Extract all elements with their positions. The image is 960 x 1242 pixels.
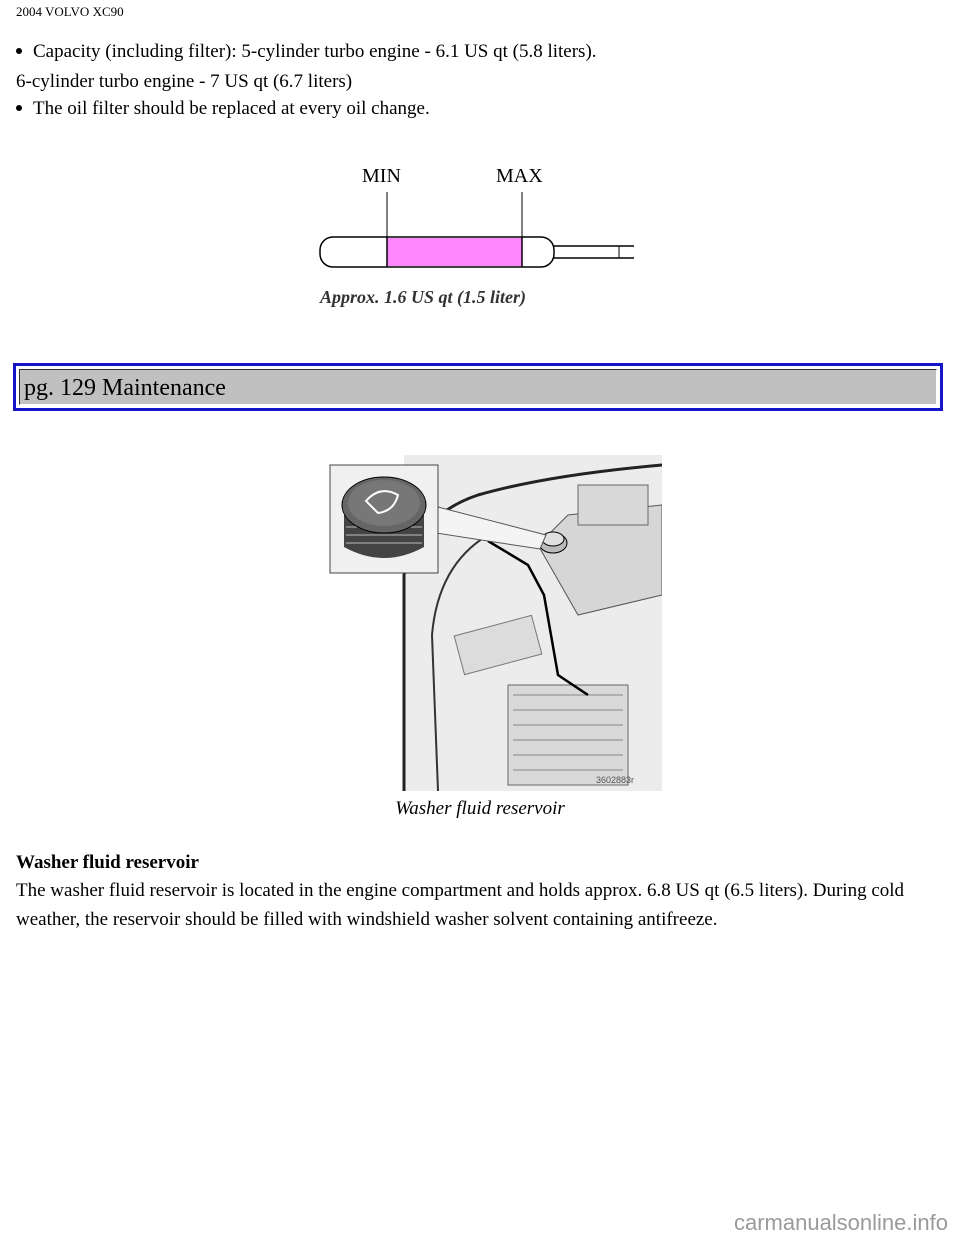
dipstick-fill-zone: [387, 238, 522, 266]
dipstick-diagram: [314, 160, 644, 320]
section-title: pg. 129 Maintenance: [19, 369, 937, 405]
oil-capacity-6cyl-text: 6-cylinder turbo engine - 7 US qt (6.7 liters): [16, 71, 353, 92]
figure-caption: Washer fluid reservoir: [395, 798, 565, 819]
max-label: MAX: [496, 165, 543, 187]
section-header: [13, 363, 943, 411]
svg-text:3602883r: 3602883r: [596, 775, 635, 785]
oil-filter-text: The oil filter should be replaced at every oil change.: [33, 98, 430, 119]
watermark: carmanualsonline.info: [733, 1210, 948, 1235]
washer-reservoir-figure: [328, 455, 662, 791]
dipstick-caption: Approx. 1.6 US qt (1.5 liter): [320, 287, 527, 307]
min-label: MIN: [362, 165, 401, 187]
oil-capacity-text: Capacity (including filter): 5-cylinder turbo engine - 6.1 US qt (5.8 liters).: [33, 41, 597, 62]
list-item: [16, 40, 597, 64]
bullet-icon: [16, 48, 22, 54]
document-header: 2004 VOLVO XC90: [16, 4, 124, 19]
section-heading: Washer fluid reservoir: [16, 852, 199, 873]
bullet-icon: [16, 105, 22, 111]
body-paragraph: The washer fluid reservoir is located in the engine compartment and holds approx. 6.8 US qt (6.5 liters). During cold weather, the reservoir should be filled with windshield washer solvent containing antifreeze.: [16, 880, 905, 930]
list-item: [16, 97, 430, 121]
